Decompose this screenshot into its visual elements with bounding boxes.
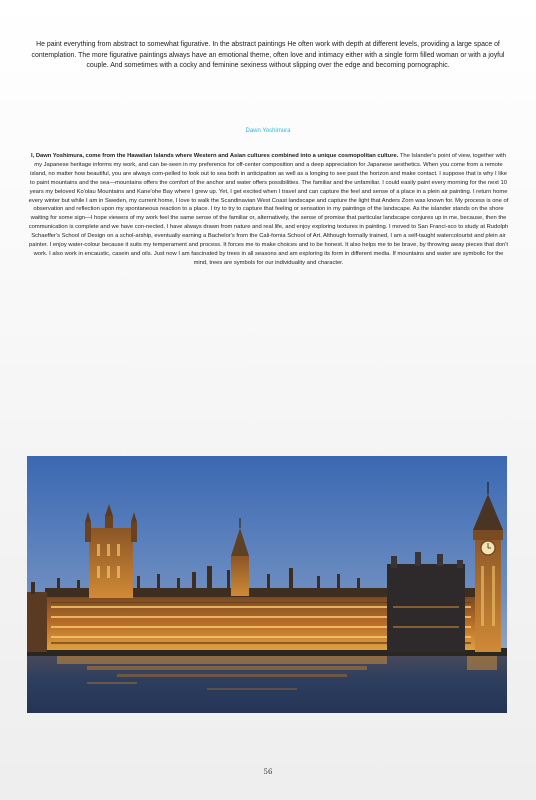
bio-heading: Dawn Yoshimura bbox=[245, 128, 291, 134]
parliament-photo bbox=[27, 456, 507, 713]
intro-paragraph: He paint everything from abstract to somewhat figurative. In the abstract paintings He often work with depth at different levels, providing a large space of contemplation. The more figurative paintings always have an emotional theme, often love and intimacy either with a single form filled woman or with a joyful couple. And sometimes with a cocky and feminine sexiness without slipping over the edge and becoming pornographic. bbox=[31, 41, 505, 70]
bio-body: The Islander's point of view, together with my Japanese heritage informs my work, and can be-seen in my preference for off-center composition and a deep appreciation for Japanese aesthetics. When you come from a remote island, no matter how beautiful, you are always com-pelled to look out to sea both in anticipation as well as a longing to see past the horizon and make contact. I suppose that is why I like to paint mountains and the sea—mountains offers the comfort of the anchor and water offers possibilities. The familiar and the unfamiliar. I could easily paint every morning for the next 10 years my beloved Ko'olau Mountains and Kane'ohe Bay where I grew up. Yet, I get excited when I travel and can capture the feel and sense of a place in a plein air painting. I return home every winter but while I am in Sweden, my current home, I love to walk the Scandinavian West Coast landscape and capture the light that Anders Zorn was known for. My process is one of observation and reflection upon my spontaneous reaction to a place. I try to try to capture that feeling or sensation in my paintings of the landscape. As the islander stands on the shore waiting for some sign—I hope viewers of my work feel the same sense of the familiar or, alternatively, the sense of promise that particular landscape conjures up in me, because, then the communication is complete and we have con-nected. I have always drawn from nature and real life, and enjoy exploring textures in painting. I moved to San Franci-sco to study at Rudolph Schaeffer's School of Design on a schol-arship, eventually earning a Bachelor's from the Cali-fornia School of Art. Although formally trained, I am a self-taught watercolourist and plein air painter. I enjoy water-colour because it suits my temperament and process. It forces me to make choices and to be honest. It also helps me to be brave, by throwing away pieces that don't work. I also work in encaustic, casein and oils. Just now I am fascinated by trees in all seasons and am exploring its form in different media. If mountains and water are symbolic for the mind, trees are symbols for our individuality and character. bbox=[28, 153, 509, 266]
bio-lead: I, Dawn Yoshimura, come from the Hawaiian Islands where Western and Asian cultures combined into a unique cosmopolitan culture. bbox=[31, 153, 399, 159]
page-number: 56 bbox=[263, 768, 273, 776]
bio-paragraph bbox=[28, 152, 509, 268]
parliament-photo-art bbox=[27, 456, 507, 713]
